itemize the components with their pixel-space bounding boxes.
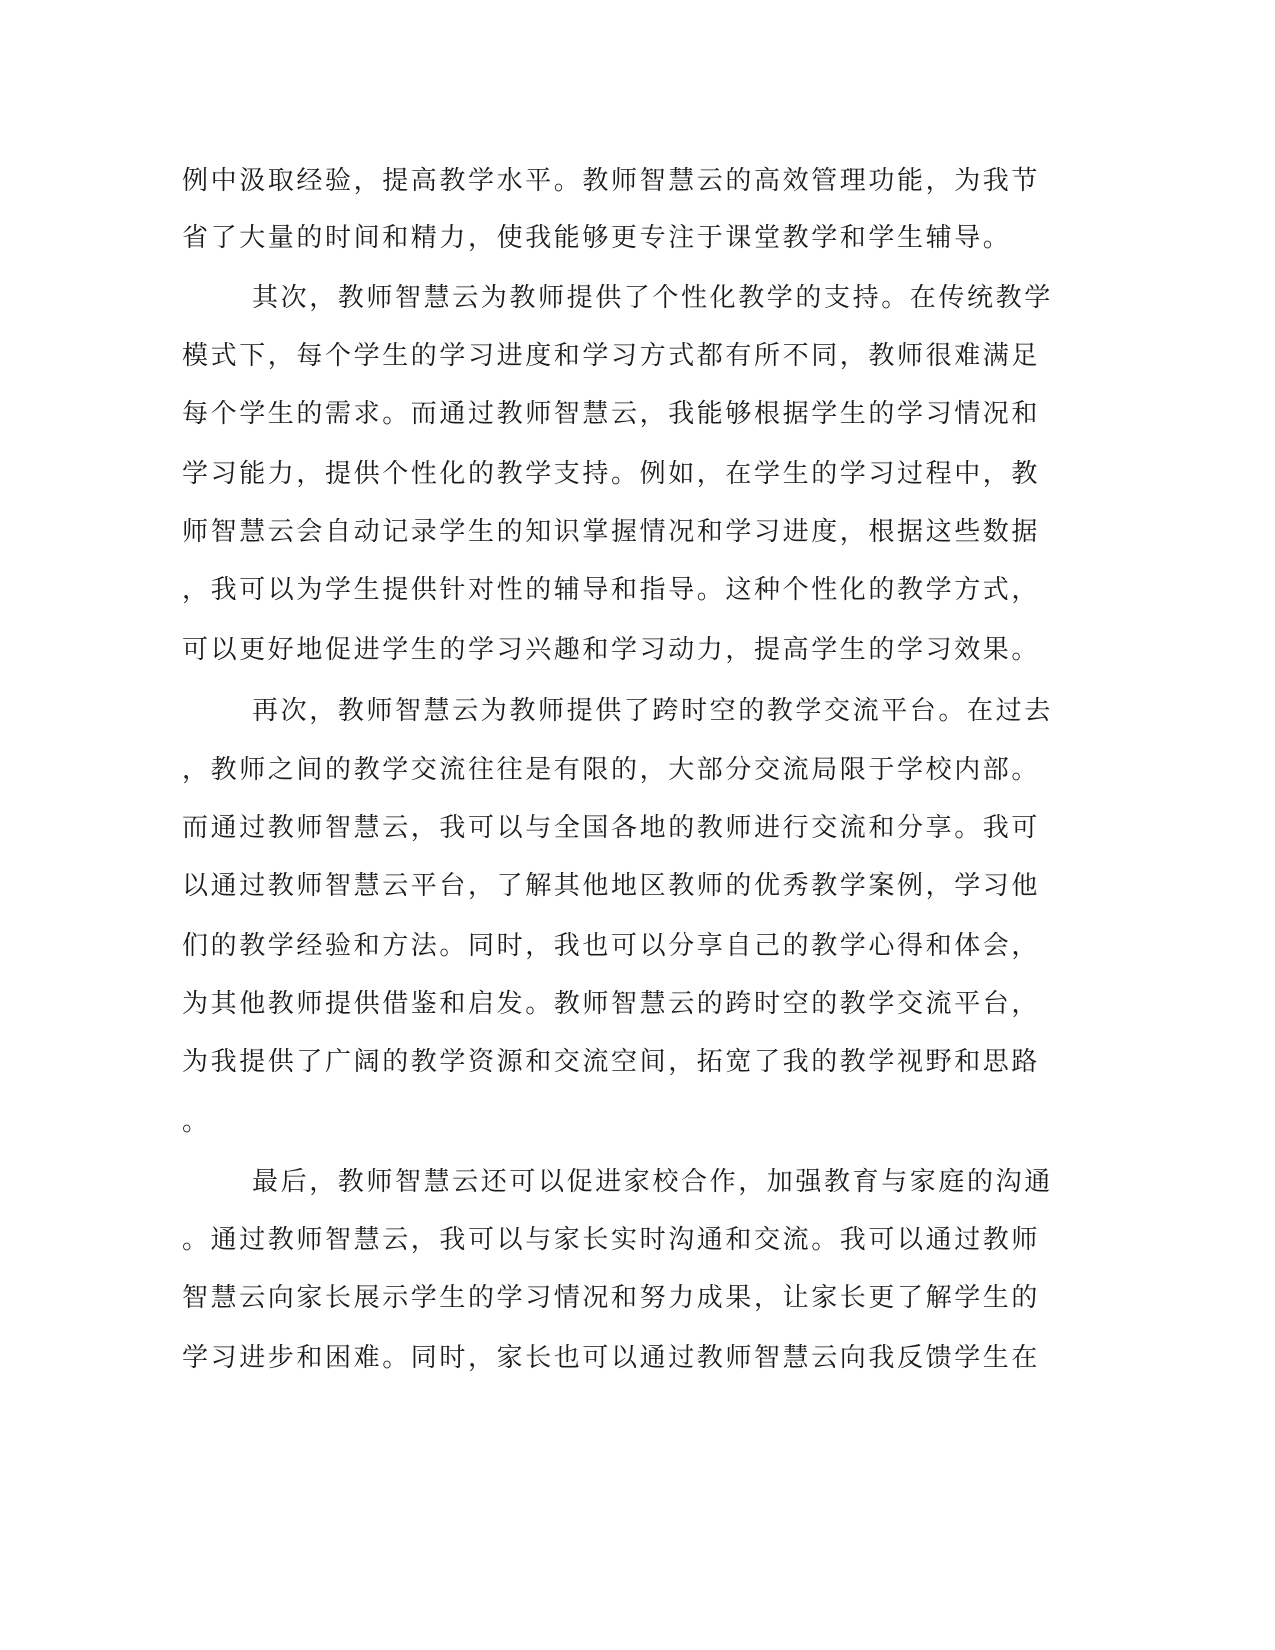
text-line: 师智慧云会自动记录学生的知识掌握情况和学习进度，根据这些数据 bbox=[182, 517, 1041, 547]
paragraph-first-line: 其次，教师智慧云为教师提供了个性化教学的支持。在传统教学 bbox=[252, 283, 1053, 313]
text-line: 以通过教师智慧云平台，了解其他地区教师的优秀教学案例，学习他 bbox=[182, 871, 1041, 901]
text-line: 为我提供了广阔的教学资源和交流空间，拓宽了我的教学视野和思路 bbox=[182, 1047, 1041, 1077]
text-line: 每个学生的需求。而通过教师智慧云，我能够根据学生的学习情况和 bbox=[182, 399, 1041, 429]
text-line: 省了大量的时间和精力，使我能够更专注于课堂教学和学生辅导。 bbox=[182, 223, 1012, 253]
paragraph-first-line: 再次，教师智慧云为教师提供了跨时空的教学交流平台。在过去 bbox=[252, 696, 1053, 726]
text-line: ，教师之间的教学交流往往是有限的，大部分交流局限于学校内部。 bbox=[182, 755, 1041, 785]
paragraph-first-line: 最后，教师智慧云还可以促进家校合作，加强教育与家庭的沟通 bbox=[252, 1167, 1053, 1197]
text-line: 模式下，每个学生的学习进度和学习方式都有所不同，教师很难满足 bbox=[182, 341, 1041, 371]
text-line: 智慧云向家长展示学生的学习情况和努力成果，让家长更了解学生的 bbox=[182, 1283, 1041, 1313]
text-line: 。 bbox=[182, 1107, 211, 1137]
text-line: 而通过教师智慧云，我可以与全国各地的教师进行交流和分享。我可 bbox=[182, 813, 1041, 843]
text-line: 们的教学经验和方法。同时，我也可以分享自己的教学心得和体会， bbox=[182, 931, 1041, 961]
text-line: 学习能力，提供个性化的教学支持。例如，在学生的学习过程中，教 bbox=[182, 459, 1041, 489]
text-line: ，我可以为学生提供针对性的辅导和指导。这种个性化的教学方式， bbox=[182, 575, 1041, 605]
text-line: 学习进步和困难。同时，家长也可以通过教师智慧云向我反馈学生在 bbox=[182, 1343, 1041, 1373]
text-line: 例中汲取经验，提高教学水平。教师智慧云的高效管理功能，为我节 bbox=[182, 166, 1041, 196]
text-line: 。通过教师智慧云，我可以与家长实时沟通和交流。我可以通过教师 bbox=[182, 1225, 1041, 1255]
text-line: 为其他教师提供借鉴和启发。教师智慧云的跨时空的教学交流平台， bbox=[182, 989, 1041, 1019]
text-line: 可以更好地促进学生的学习兴趣和学习动力，提高学生的学习效果。 bbox=[182, 635, 1041, 665]
